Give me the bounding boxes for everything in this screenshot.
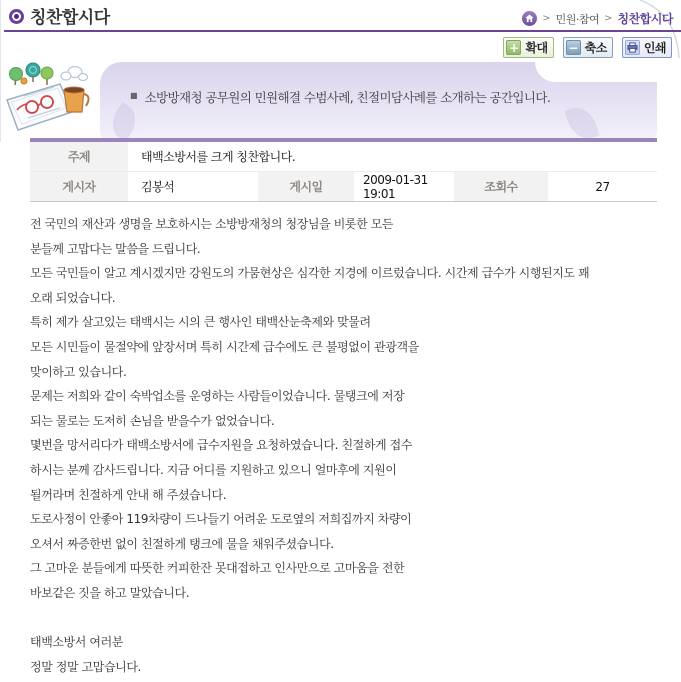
page-title: 칭찬합시다 [30,8,110,28]
zoom-out-button[interactable] [563,37,613,58]
meta-row [30,172,657,202]
intro-panel [100,62,657,140]
post-body-line: 몇번을 망서리다가 태백소방서에 급수지원을 요청하였습니다. 친절하게 접수 [30,438,413,453]
header-divider [4,30,681,32]
post-body-line: 그 고마운 분들에게 따뜻한 커피한잔 못대접하고 인사만으로 고마움을 전한 [30,561,405,576]
post-body-line: 도로사정이 안좋아 119차량이 드나들기 어려운 도로옆의 저희집까지 차량이 [30,512,412,527]
post-info-table [30,138,657,202]
toolbar [503,37,672,58]
intro-bullet: ■ [130,91,138,100]
plus-icon: + [506,40,521,55]
author-value: 김봉석 [141,180,175,194]
date-label: 게시일 [258,172,354,201]
breadcrumb-separator: > [604,13,613,24]
title-bullet-icon [9,9,24,24]
post-body [30,212,681,679]
breadcrumb-separator: > [542,13,551,24]
print-label: 인쇄 [643,41,666,55]
subject-value: 태백소방서를 크게 칭찬합니다. [141,150,296,164]
views-value: 27 [595,179,610,194]
post-body-line: 모든 국민들이 알고 계시겠지만 강원도의 가뭄현상은 심각한 지경에 이르렀습니다. 시간제 급수가 시행된지도 꽤 [30,266,590,281]
post-body-line: 될꺼라며 친절하게 안내 해 주셨습니다. [30,487,227,502]
print-icon [625,40,640,55]
post-body-line: 되는 물로는 도저히 손님을 받을수가 없었습니다. [30,413,275,428]
breadcrumb [522,10,673,27]
post-body-line: 모든 시민들이 물절약에 앞장서며 특히 시간제 급수에도 큰 불평없이 관광객을 [30,339,419,354]
post-body-line: 바보같은 짓을 하고 말았습니다. [30,585,190,600]
post-body-line: 전 국민의 재산과 생명을 보호하시는 소방방재청의 청장님을 비롯한 모든 [30,217,394,231]
breadcrumb-current-page: 칭찬합시다 [617,12,673,26]
author-label: 게시자 [30,172,128,201]
post-body-line: 맞이하고 있습니다. [30,364,127,379]
date-value: 2009-01-31 19:01 [363,172,428,201]
post-body-line: 하시는 분께 감사드립니다. 지금 어디를 지원하고 있으니 얼마후에 지원이 [30,462,397,477]
post-body-line [30,606,681,631]
intro-illustration [2,60,102,138]
views-label: 조회수 [454,172,548,201]
post-body-line: 분들께 고맙다는 말씀을 드립니다. [30,241,201,256]
post-body-line: 특히 제가 살고있는 태백시는 시의 큰 행사인 태백산눈축제와 맞물려 [30,315,371,330]
left-edge-decoration [0,0,1,142]
post-body-line: 오래 되었습니다. [30,290,116,305]
post-body-line: 정말 정말 고맙습니다. [30,659,141,674]
home-icon[interactable] [522,11,537,26]
breadcrumb-item-civil-participation[interactable]: 민원·참여 [555,12,600,26]
post-body-line: 오셔서 짜증한번 없이 친절하게 탱크에 물을 채워주셨습니다. [30,536,334,551]
leaf-decoration [105,102,142,140]
leaf-decoration [564,103,599,140]
intro-panel-notch [535,62,657,82]
print-button[interactable] [622,37,672,58]
subject-row [30,142,657,172]
post-body-line: 문제는 저희와 같이 숙박업소를 운영하는 사람들이었습니다. 물탱크에 저장 [30,389,405,404]
zoom-in-button[interactable] [503,37,553,58]
zoom-in-label: 확대 [525,41,548,55]
subject-label: 주제 [30,142,128,171]
minus-icon: − [566,40,581,55]
zoom-out-label: 축소 [584,41,607,55]
intro-description: 소방방재청 공무원의 민원해결 수범사례, 친절미담사례를 소개하는 공간입니다. [144,90,551,105]
post-body-line: 태백소방서 여러분 [30,635,123,650]
